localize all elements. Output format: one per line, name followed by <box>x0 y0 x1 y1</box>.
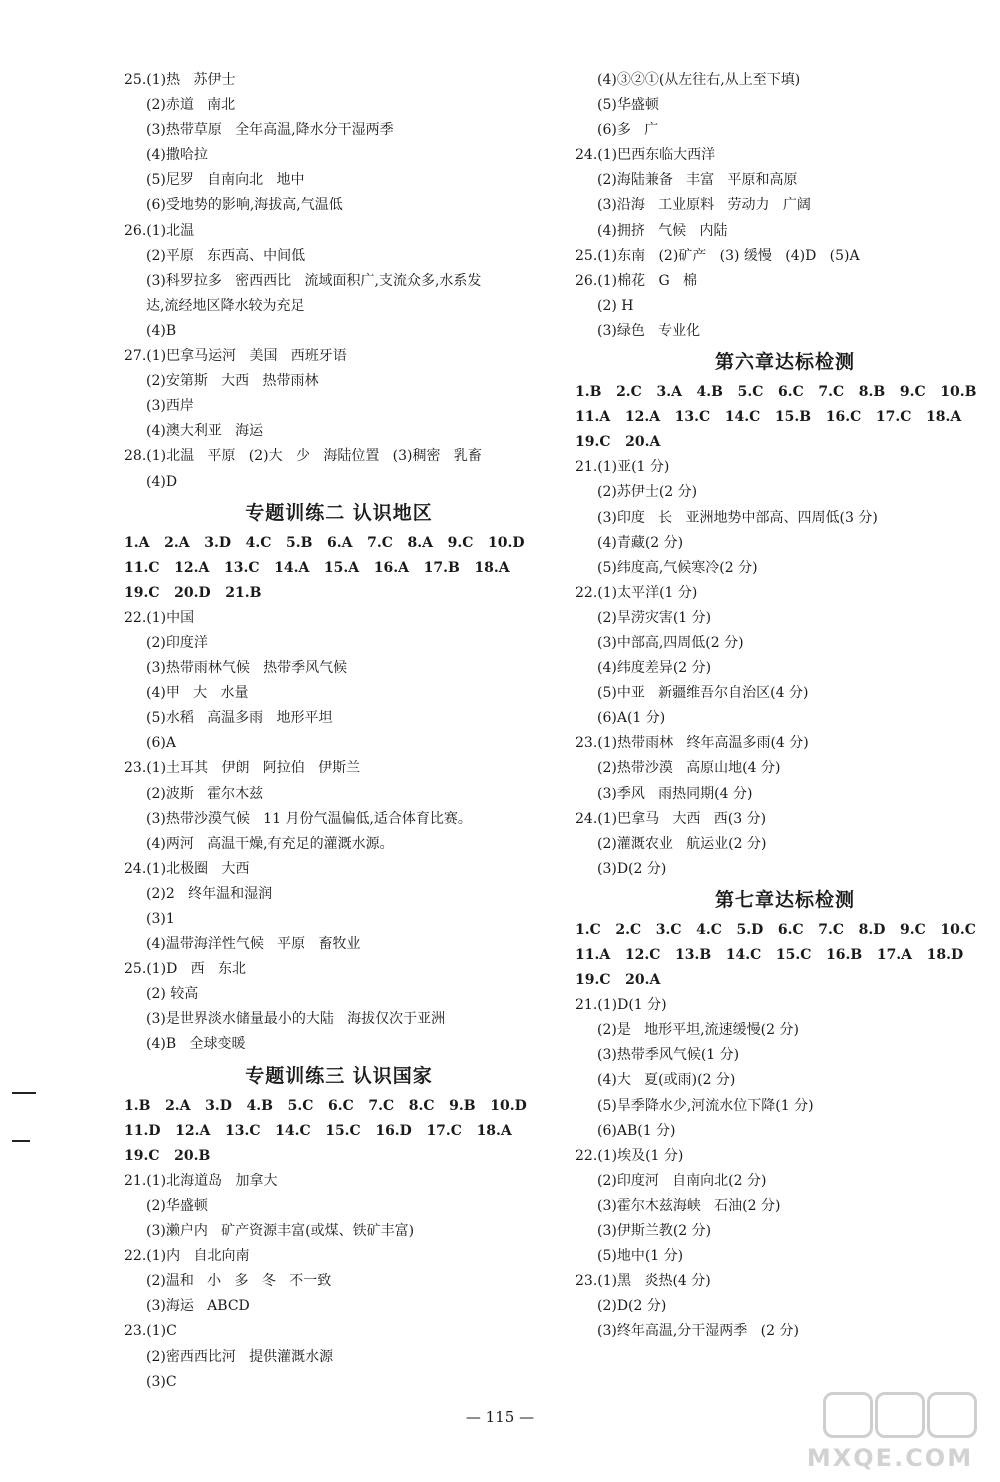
sub-answer-line: (4)两河 高温干燥,有充足的灌溉水源。 <box>146 835 394 852</box>
sub-answer-line: (5)纬度高,气候寒冷(2 分) <box>597 559 758 576</box>
question-answer-line: 21.(1)D(1 分) <box>575 997 667 1014</box>
sub-answer-line: (4)青藏(2 分) <box>597 534 684 551</box>
question-answer-line: 24.(1)巴西东临大西洋 <box>575 147 716 164</box>
section-heading: 专题训练三 认识国家 <box>245 1064 433 1087</box>
question-answer-line: 27.(1)巴拿马运河 美国 西班牙语 <box>124 348 347 365</box>
question-answer-line: 23.(1)C <box>124 1323 177 1340</box>
right-column <box>575 68 995 1345</box>
question-answer-line: 24.(1)巴拿马 大西 西(3 分) <box>575 810 767 827</box>
section-heading: 第七章达标检测 <box>714 888 855 911</box>
watermark-box-icon <box>875 1392 925 1438</box>
sub-answer-line: (2)平原 东西高、中间低 <box>146 247 306 264</box>
sub-answer-line: (2)波斯 霍尔木兹 <box>146 785 264 802</box>
question-answer-line: 25.(1)东南 (2)矿产 (3) 缓慢 (4)D (5)A <box>575 247 860 264</box>
sub-answer-line: (4)D <box>146 473 178 490</box>
question-answer-line: 25.(1)热 苏伊士 <box>124 72 236 88</box>
sub-answer-line: (2)印度洋 <box>146 634 208 651</box>
sub-answer-line: (3)热带草原 全年高温,降水分干湿两季 <box>146 122 394 139</box>
sub-answer-line: (3)D(2 分) <box>597 860 667 877</box>
sub-answer-line: (5)旱季降水少,河流水位下降(1 分) <box>597 1097 814 1114</box>
sub-answer-line: (3)科罗拉多 密西西比 流域面积广,支流众多,水系发 <box>146 272 482 289</box>
watermark-box-icon <box>823 1392 873 1438</box>
sub-answer-line: (3)热带季风气候(1 分) <box>597 1047 740 1064</box>
answer-key-line: 19.C 20.D 21.B <box>124 584 262 601</box>
answer-key-line: 11.C 12.A 13.C 14.A 15.A 16.A 17.B 18.A <box>124 559 510 576</box>
sub-answer-line: (3)热带雨林气候 热带季风气候 <box>146 660 348 677</box>
sub-answer-line: (4)甲 大 水量 <box>146 685 249 702</box>
question-answer-line: 23.(1)热带雨林 终年高温多雨(4 分) <box>575 735 809 752</box>
sub-answer-line: (4)③②①(从左往右,从上至下填) <box>597 72 801 88</box>
sub-answer-line: (5)中亚 新疆维吾尔自治区(4 分) <box>597 685 809 702</box>
question-answer-line: 25.(1)D 西 东北 <box>124 961 247 978</box>
page-number: — 115 — <box>465 1408 535 1426</box>
sub-answer-line: (2)密西西比河 提供灌溉水源 <box>146 1348 334 1365</box>
answer-key-line: 19.C 20.A <box>575 972 661 989</box>
answer-key-line: 1.B 2.C 3.A 4.B 5.C 6.C 7.C 8.B 9.C 10.B <box>575 384 977 401</box>
sub-answer-line: (2)赤道 南北 <box>146 97 236 114</box>
sub-answer-line: (2)是 地形平坦,流速缓慢(2 分) <box>597 1022 799 1039</box>
watermark-text: MXQE.COM <box>806 1444 974 1472</box>
sub-answer-line: (2)苏伊士(2 分) <box>597 484 698 501</box>
section-heading: 第六章达标检测 <box>714 351 855 374</box>
sub-answer-line: (3)是世界淡水储量最小的大陆 海拔仅次于亚洲 <box>146 1011 446 1028</box>
question-answer-line: 21.(1)亚(1 分) <box>575 459 670 476</box>
sub-answer-line: (2) 较高 <box>146 986 199 1003</box>
sub-answer-line: (4)撒哈拉 <box>146 147 208 164</box>
sub-answer-line: (4)澳大利亚 海运 <box>146 423 264 440</box>
sub-answer-line: (5)地中(1 分) <box>597 1248 684 1265</box>
sub-answer-line: (3)海运 ABCD <box>146 1298 250 1315</box>
sub-answer-line: (3)沿海 工业原料 劳动力 广阔 <box>597 197 811 214</box>
question-answer-line: 22.(1)太平洋(1 分) <box>575 584 698 601</box>
question-answer-line: 28.(1)北温 平原 (2)大 少 海陆位置 (3)稠密 乳畜 <box>124 448 482 465</box>
left-column <box>124 68 554 1395</box>
sub-answer-line: (2)D(2 分) <box>597 1298 667 1315</box>
answer-key-line: 19.C 20.A <box>575 434 661 451</box>
question-answer-line: 24.(1)北极圈 大西 <box>124 860 250 877</box>
answer-key-line: 11.D 12.A 13.C 14.C 15.C 16.D 17.C 18.A <box>124 1122 512 1139</box>
sub-answer-line: (3)绿色 专业化 <box>597 322 701 339</box>
sub-answer-line: (2)印度河 自南向北(2 分) <box>597 1172 767 1189</box>
sub-answer-line: (2)华盛顿 <box>146 1197 208 1214</box>
sub-answer-line: (3)热带沙漠气候 11 月份气温偏低,适合体育比赛。 <box>146 810 472 827</box>
sub-answer-line: (4)温带海洋性气候 平原 畜牧业 <box>146 936 361 953</box>
sub-answer-line: (5)水稻 高温多雨 地形平坦 <box>146 710 333 727</box>
answer-key-line: 1.C 2.C 3.C 4.C 5.D 6.C 7.C 8.D 9.C 10.C <box>575 921 976 938</box>
sub-answer-line: (4)B <box>146 322 177 339</box>
sub-answer-line: (3)1 <box>146 911 175 927</box>
answer-key-line: 11.A 12.A 13.C 14.C 15.B 16.C 17.C 18.A <box>575 409 962 426</box>
margin-mark <box>12 1140 30 1142</box>
sub-answer-line: (6)多 广 <box>597 122 659 139</box>
sub-answer-line: (5)华盛顿 <box>597 97 659 114</box>
question-answer-line: 22.(1)埃及(1 分) <box>575 1147 684 1164</box>
question-answer-line: 21.(1)北海道岛 加拿大 <box>124 1172 278 1189</box>
watermark-logo <box>785 1392 995 1476</box>
sub-answer-line: 达,流经地区降水较为充足 <box>146 297 305 314</box>
question-answer-line: 23.(1)土耳其 伊朗 阿拉伯 伊斯兰 <box>124 760 361 777</box>
sub-answer-line: (6)A <box>146 735 176 752</box>
question-answer-line: 23.(1)黑 炎热(4 分) <box>575 1273 711 1290</box>
sub-answer-line: (4)纬度差异(2 分) <box>597 660 712 677</box>
sub-answer-line: (3)霍尔木兹海峡 石油(2 分) <box>597 1197 781 1214</box>
sub-answer-line: (3)C <box>146 1373 177 1390</box>
answer-key-line: 1.B 2.A 3.D 4.B 5.C 6.C 7.C 8.C 9.B 10.D <box>124 1097 527 1114</box>
sub-answer-line: (3)伊斯兰教(2 分) <box>597 1223 712 1240</box>
sub-answer-line: (2)2 终年温和湿润 <box>146 885 273 902</box>
question-answer-line: 22.(1)内 自北向南 <box>124 1248 250 1265</box>
sub-answer-line: (3)中部高,四周低(2 分) <box>597 634 744 651</box>
margin-mark <box>12 1092 36 1094</box>
sub-answer-line: (6)A(1 分) <box>597 710 666 727</box>
sub-answer-line: (2)旱涝灾害(1 分) <box>597 609 712 626</box>
question-answer-line: 26.(1)棉花 G 棉 <box>575 272 697 289</box>
question-answer-line: 22.(1)中国 <box>124 609 195 626</box>
sub-answer-line: (3)终年高温,分干湿两季 (2 分) <box>597 1323 799 1340</box>
answer-key-line: 11.A 12.C 13.B 14.C 15.C 16.B 17.A 18.D <box>575 947 964 963</box>
sub-answer-line: (2) H <box>597 297 634 314</box>
sub-answer-line: (2)灌溉农业 航运业(2 分) <box>597 835 767 852</box>
answer-key-line: 19.C 20.B <box>124 1147 211 1164</box>
sub-answer-line: (4)大 夏(或雨)(2 分) <box>597 1072 736 1089</box>
sub-answer-line: (3)印度 长 亚洲地势中部高、四周低(3 分) <box>597 509 878 526</box>
sub-answer-line: (2)安第斯 大西 热带雨林 <box>146 373 319 390</box>
sub-answer-line: (2)海陆兼备 丰富 平原和高原 <box>597 172 798 189</box>
answer-key-line: 1.A 2.A 3.D 4.C 5.B 6.A 7.C 8.A 9.C 10.D <box>124 534 525 551</box>
sub-answer-line: (3)季风 雨热同期(4 分) <box>597 785 753 802</box>
sub-answer-line: (3)濑户内 矿产资源丰富(或煤、铁矿丰富) <box>146 1223 415 1240</box>
question-answer-line: 26.(1)北温 <box>124 222 195 239</box>
watermark-box-icon <box>927 1392 977 1438</box>
sub-answer-line: (5)尼罗 自南向北 地中 <box>146 172 305 189</box>
sub-answer-line: (3)西岸 <box>146 398 194 415</box>
sub-answer-line: (4)拥挤 气候 内陆 <box>597 222 728 239</box>
sub-answer-line: (6)受地势的影响,海拔高,气温低 <box>146 197 343 214</box>
sub-answer-line: (2)温和 小 多 冬 不一致 <box>146 1273 332 1290</box>
section-heading: 专题训练二 认识地区 <box>245 501 433 524</box>
sub-answer-line: (2)热带沙漠 高原山地(4 分) <box>597 760 781 777</box>
sub-answer-line: (4)B 全球变暖 <box>146 1036 246 1053</box>
sub-answer-line: (6)AB(1 分) <box>597 1122 676 1139</box>
